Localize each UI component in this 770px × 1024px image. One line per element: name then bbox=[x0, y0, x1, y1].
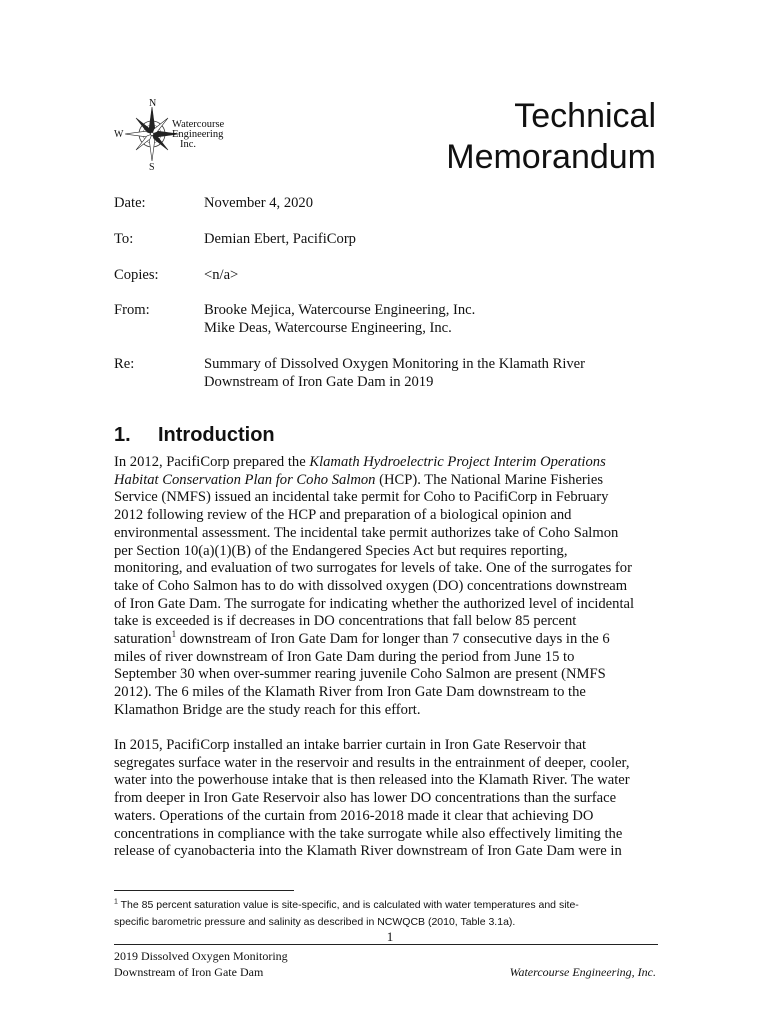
compass-west-label: W bbox=[114, 129, 124, 140]
paragraph-line: 2012 following review of the HCP and preparation of a biological opinion and bbox=[114, 507, 572, 524]
title-line-1: Technical bbox=[514, 97, 656, 135]
paragraph-line: from deeper in Iron Gate Reservoir also has lower DO concentrations than the surface bbox=[114, 790, 617, 807]
paragraph-line: water into the powerhouse intake that is then released into the Klamath River. The water bbox=[114, 772, 630, 789]
footer-left-line-2: Downstream of Iron Gate Dam bbox=[114, 965, 264, 979]
intro-paragraph-2 bbox=[114, 737, 659, 861]
title-line-2: Memorandum bbox=[446, 138, 656, 176]
section-title: Introduction bbox=[158, 424, 275, 446]
from-value-1: Brooke Mejica, Watercourse Engineering, Inc. bbox=[204, 302, 476, 318]
compass-south-label: S bbox=[149, 162, 155, 172]
re-value-1: Summary of Dissolved Oxygen Monitoring in the Klamath River bbox=[204, 356, 586, 372]
section-number: 1. bbox=[114, 424, 131, 446]
page-number: 1 bbox=[386, 929, 394, 944]
paragraph-line: 2012). The 6 miles of the Klamath River from Iron Gate Dam downstream to the bbox=[114, 684, 586, 701]
text-run: (HCP). The National Marine Fisheries bbox=[375, 471, 603, 488]
footnote-marker: 1 bbox=[114, 898, 118, 906]
to-label: To: bbox=[114, 231, 134, 247]
paragraph-line: miles of river downstream of Iron Gate Dam during the period from June 15 to bbox=[114, 648, 575, 665]
hcp-title-italic: Klamath Hydroelectric Project Interim Operations bbox=[309, 454, 606, 470]
paragraph-line: take is exceeded is if decreases in DO concentrations that fall below 85 percent bbox=[114, 613, 577, 630]
text-run: saturation bbox=[114, 631, 172, 648]
paragraph-line: Klamathon Bridge are the study reach for this effort. bbox=[114, 701, 421, 718]
paragraph-line: concentrations in compliance with the take surrogate while also effectively limiting the bbox=[114, 825, 623, 842]
date-value: November 4, 2020 bbox=[204, 195, 314, 211]
logo-line-2: Engineering bbox=[172, 129, 224, 140]
paragraph-line bbox=[114, 631, 659, 649]
intro-paragraph-1 bbox=[114, 454, 659, 720]
hcp-title-italic: Habitat Conservation Plan for Coho Salmon bbox=[114, 471, 376, 488]
from-values bbox=[204, 301, 654, 337]
paragraph-line: waters. Operations of the curtain from 2016-2018 made it clear that achieving DO bbox=[114, 807, 594, 824]
paragraph-line: of Iron Gate Dam. The surrogate for indicating whether the authorized level of incidental bbox=[114, 595, 635, 612]
document-title bbox=[446, 96, 656, 178]
footnote-separator bbox=[114, 890, 294, 891]
from-value-2: Mike Deas, Watercourse Engineering, Inc. bbox=[204, 320, 452, 336]
paragraph-line: environmental assessment. The incidental take permit authorizes take of Coho Salmon bbox=[114, 524, 619, 541]
logo-line-1: Watercourse bbox=[172, 119, 225, 130]
to-value: Demian Ebert, PacifiCorp bbox=[204, 231, 356, 247]
logo-company-name bbox=[172, 120, 224, 150]
paragraph-line: Service (NMFS) issued an incidental take permit for Coho to PacifiCorp in February bbox=[114, 489, 609, 506]
logo-line-3: Inc. bbox=[180, 139, 197, 150]
paragraph-line: release of cyanobacteria into the Klamath River downstream of Iron Gate Dam were in bbox=[114, 843, 622, 860]
section-heading bbox=[114, 423, 275, 447]
re-value-2: Downstream of Iron Gate Dam in 2019 bbox=[204, 374, 434, 390]
paragraph-line: take of Coho Salmon has to do with dissolved oxygen (DO) concentrations downstream bbox=[114, 577, 628, 594]
paragraph-line bbox=[114, 454, 659, 472]
footer-separator bbox=[114, 944, 658, 945]
footer-document-title bbox=[114, 948, 288, 980]
paragraph-line: In 2015, PacifiCorp installed an intake barrier curtain in Iron Gate Reservoir that bbox=[114, 737, 587, 753]
footnote bbox=[114, 897, 659, 931]
text-run: In 2012, PacifiCorp prepared the bbox=[114, 454, 310, 470]
paragraph-line: per Section 10(a)(1)(B) of the Endangered Species Act but requires reporting, bbox=[114, 542, 568, 559]
footnote-line bbox=[114, 897, 659, 914]
date-label: Date: bbox=[114, 195, 146, 211]
footer-company-name: Watercourse Engineering, Inc. bbox=[509, 965, 656, 979]
re-values bbox=[204, 355, 654, 391]
footer-left-line-1: 2019 Dissolved Oxygen Monitoring bbox=[114, 949, 288, 963]
text-run: downstream of Iron Gate Dam for longer than 7 consecutive days in the 6 bbox=[176, 631, 610, 648]
paragraph-line: September 30 when over-summer rearing juvenile Coho Salmon are present (NMFS bbox=[114, 666, 606, 683]
copies-label: Copies: bbox=[114, 267, 159, 283]
copies-value: <n/a> bbox=[204, 267, 239, 283]
paragraph-line: segregates surface water in the reservoir and results in the entrainment of deeper, cooler, bbox=[114, 754, 630, 771]
compass-north-label: N bbox=[149, 98, 157, 109]
paragraph-line: monitoring, and evaluation of two surrogates for levels of take. One of the surrogates for bbox=[114, 560, 632, 577]
re-label: Re: bbox=[114, 356, 135, 372]
from-label: From: bbox=[114, 302, 150, 318]
footnote-reference[interactable]: 1 bbox=[171, 629, 177, 640]
footnote-line: specific barometric pressure and salinity as described in NCWQCB (2010, Table 3.1a). bbox=[114, 916, 516, 928]
text-run: The 85 percent saturation value is site-specific, and is calculated with water temperatures and site- bbox=[117, 899, 579, 911]
paragraph-line bbox=[114, 472, 659, 490]
